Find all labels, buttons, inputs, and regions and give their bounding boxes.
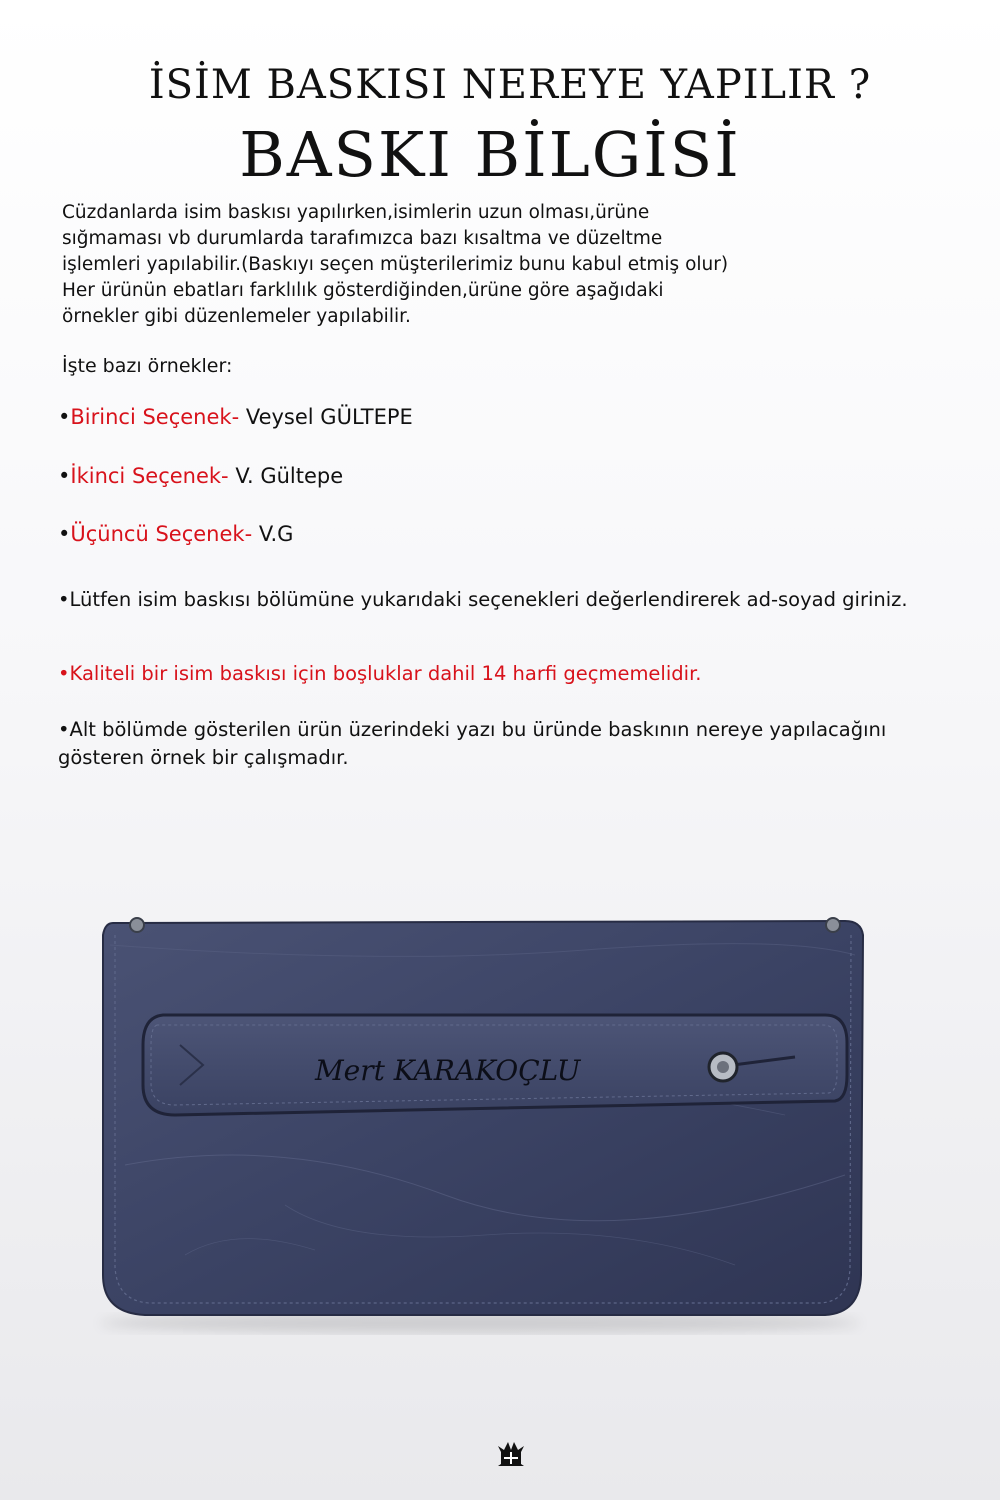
note-sample-placement: •Alt bölümde gösterilen ürün üzerindeki yazı bu üründe baskının nereye yapılacağını gösteren örnek bir çalışmadır. xyxy=(58,718,887,769)
note-enter-name: •Lütfen isim baskısı bölümüne yukarıdaki seçenekleri değerlendirerek ad-soyad giriniz. xyxy=(58,588,908,611)
option-label: Üçüncü Seçenek- xyxy=(70,522,253,546)
option-label: Birinci Seçenek- xyxy=(70,405,240,429)
trident-crown-icon xyxy=(494,1438,528,1472)
intro-line: sığmaması vb durumlarda tarafımızca bazı kısaltma ve düzeltme xyxy=(62,228,663,249)
option-bullet: • xyxy=(58,464,71,488)
option-label: İkinci Seçenek- xyxy=(70,464,229,488)
title-line-2: BASKI BİLGİSİ xyxy=(239,118,741,191)
wallet-body xyxy=(103,921,863,1315)
intro-line: işlemleri yapılabilir.(Baskıyı seçen müşterilerimiz bunu kabul etmiş olur) xyxy=(62,254,729,275)
option-2 xyxy=(58,464,343,488)
note-letter-limit: •Kaliteli bir isim baskısı için boşluklar dahil 14 harfi geçmemelidir. xyxy=(58,662,702,685)
wallet-illustration xyxy=(85,905,875,1335)
option-value: V. Gültepe xyxy=(235,464,344,488)
intro-line: Cüzdanlarda isim baskısı yapılırken,isimlerin uzun olması,ürüne xyxy=(62,202,650,223)
intro-line: Her ürünün ebatları farklılık gösterdiğinden,ürüne göre aşağıdaki xyxy=(62,280,664,301)
snap-button-left xyxy=(130,918,144,932)
option-value: Veysel GÜLTEPE xyxy=(245,405,413,429)
intro-paragraph xyxy=(62,200,942,330)
option-bullet: • xyxy=(58,405,71,429)
intro-line: örnekler gibi düzenlemeler yapılabilir. xyxy=(62,306,411,327)
title-line-1: İSİM BASKISI NEREYE YAPILIR ? xyxy=(148,62,872,108)
option-bullet: • xyxy=(58,522,71,546)
wallet-product-image xyxy=(85,905,875,1335)
examples-heading: İşte bazı örnekler: xyxy=(62,355,233,377)
option-value: V.G xyxy=(258,522,294,546)
option-3 xyxy=(58,522,293,546)
engraving-text: Mert KARAKOÇLU xyxy=(315,1054,581,1087)
snap-button-right xyxy=(826,918,840,932)
option-1 xyxy=(58,405,413,429)
